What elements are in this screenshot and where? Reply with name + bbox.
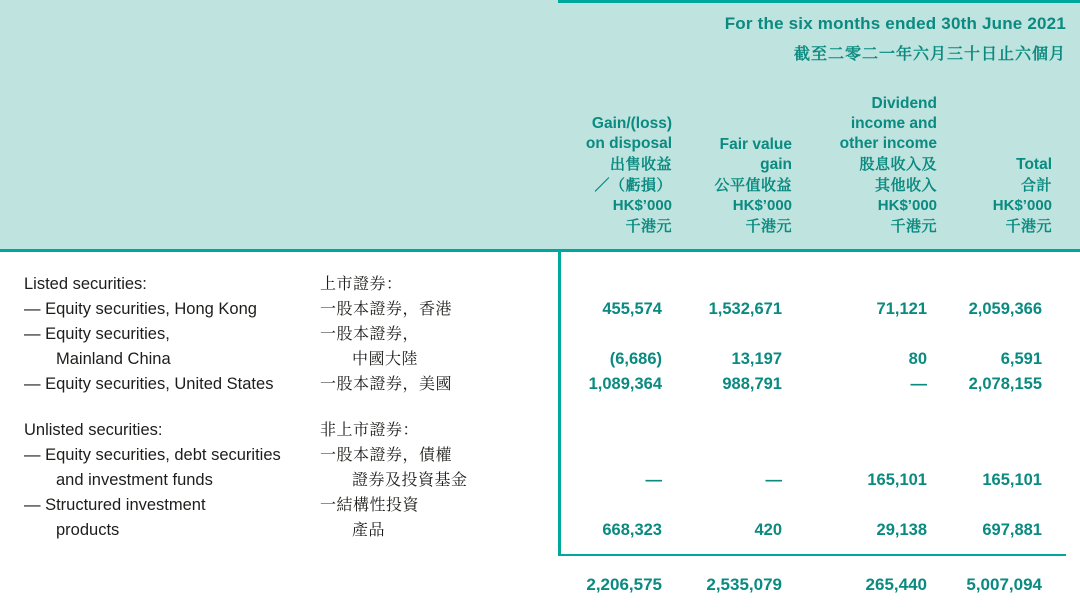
- table-row: [0, 297, 1080, 322]
- col3-unit-en: HK$’000: [877, 197, 937, 214]
- total-values: [534, 572, 1056, 597]
- row-value-1: 668,323: [602, 521, 662, 539]
- row-values: [534, 372, 1056, 397]
- col4-zh-line2: 合計: [1020, 177, 1052, 194]
- row-label-en: Unlisted securities:: [24, 421, 163, 439]
- total-value-3: 265,440: [865, 575, 927, 594]
- total-value-1: 2,206,575: [586, 575, 662, 594]
- header-left-fill: [0, 0, 558, 252]
- row-label-zh: 一結構性投資: [320, 497, 420, 514]
- row-label-en: and investment funds: [56, 471, 213, 489]
- period-title-english: For the six months ended 30th June 2021: [724, 14, 1066, 33]
- col4-en-line2: Total: [1016, 156, 1052, 173]
- row-label-zh: 上市證券：: [320, 276, 403, 293]
- table-row: [0, 468, 1080, 493]
- total-value-2: 2,535,079: [706, 575, 782, 594]
- row-label-en: Listed securities:: [24, 275, 147, 293]
- row-label-zh: 一股本證券，香港: [320, 301, 453, 318]
- col1-zh-line2: ／（虧損）: [594, 177, 672, 194]
- col3-zh-line2: 其他收入: [874, 177, 937, 194]
- column-header-total: [951, 88, 1066, 243]
- row-value-3: 71,121: [876, 300, 927, 318]
- col3-zh-line1: 股息收入及: [859, 156, 937, 173]
- header-top-rule: [558, 0, 1080, 3]
- col3-en-line3: other income: [839, 135, 937, 152]
- table-row: [0, 443, 1080, 468]
- row-value-2: —: [765, 471, 782, 489]
- table-row: [0, 418, 1080, 443]
- row-value-4: 697,881: [982, 521, 1042, 539]
- col4-unit-en: HK$’000: [992, 197, 1052, 214]
- row-label-en: Mainland China: [56, 350, 171, 368]
- col2-unit-zh: 千港元: [745, 218, 792, 235]
- row-label-en: — Structured investment: [24, 496, 206, 514]
- col3-en-line1: Dividend: [871, 95, 937, 112]
- col1-en-line1: Gain/(loss): [591, 115, 672, 132]
- period-title-chinese: 截至二零二一年六月三十日止六個月: [793, 46, 1066, 63]
- row-values: [534, 297, 1056, 322]
- row-value-1: —: [645, 471, 662, 489]
- row-values: [534, 347, 1056, 372]
- row-label-en: — Equity securities,: [24, 325, 170, 343]
- row-values: [534, 518, 1056, 543]
- total-value-4: 5,007,094: [966, 575, 1042, 594]
- row-label-zh: 一股本證券，債權: [320, 447, 453, 464]
- row-value-2: 420: [754, 521, 782, 539]
- row-value-3: 80: [908, 350, 927, 368]
- total-row: [0, 572, 1080, 597]
- row-label-en: — Equity securities, United States: [24, 375, 274, 393]
- table-row: [0, 347, 1080, 372]
- row-label-en: products: [56, 521, 120, 539]
- col1-en-line2: on disposal: [585, 135, 672, 152]
- total-separator-rule: [558, 554, 1066, 556]
- row-label-zh: 一股本證券，: [320, 326, 420, 343]
- row-label-en: — Equity securities, Hong Kong: [24, 300, 257, 318]
- row-label-zh: 非上市證券：: [320, 422, 420, 439]
- row-label-en: — Equity securities, debt securities: [24, 446, 281, 464]
- col2-unit-en: HK$’000: [732, 197, 792, 214]
- row-value-4: 2,059,366: [968, 300, 1042, 318]
- col3-en-line2: income and: [850, 115, 937, 132]
- column-header-gain-on-disposal: [558, 88, 686, 243]
- col2-en-line2: gain: [760, 156, 792, 173]
- row-value-2: 988,791: [722, 375, 782, 393]
- row-value-4: 165,101: [982, 471, 1042, 489]
- row-value-1: 1,089,364: [588, 375, 662, 393]
- col2-en-line1: Fair value: [719, 136, 792, 153]
- column-header-dividend-income: [806, 88, 951, 243]
- row-label-zh: 中國大陸: [352, 351, 419, 368]
- column-headers: [558, 88, 1066, 243]
- table-row: [0, 372, 1080, 397]
- table-body: [0, 252, 1080, 609]
- col3-unit-zh: 千港元: [890, 218, 937, 235]
- col1-unit-en: HK$’000: [612, 197, 672, 214]
- col2-zh-line2: 公平值收益: [714, 177, 792, 194]
- row-label-zh: 證券及投資基金: [352, 472, 468, 489]
- col1-zh-line1: 出售收益: [609, 156, 672, 173]
- row-label-zh: 一股本證券，美國: [320, 376, 453, 393]
- table-row: [0, 493, 1080, 518]
- col4-unit-zh: 千港元: [1005, 218, 1052, 235]
- table-row: [0, 272, 1080, 297]
- row-value-2: 13,197: [731, 350, 782, 368]
- row-value-1: 455,574: [602, 300, 662, 318]
- row-value-3: 29,138: [876, 521, 927, 539]
- row-label-zh: 產品: [352, 522, 386, 539]
- row-value-4: 6,591: [1000, 350, 1042, 368]
- col1-unit-zh: 千港元: [625, 218, 672, 235]
- row-value-3: —: [910, 375, 927, 393]
- row-value-2: 1,532,671: [708, 300, 782, 318]
- table-row: [0, 518, 1080, 543]
- table-header-band: [0, 0, 1080, 252]
- row-value-4: 2,078,155: [968, 375, 1042, 393]
- table-row: [0, 322, 1080, 347]
- row-value-1: (6,686): [609, 350, 662, 368]
- row-value-3: 165,101: [867, 471, 927, 489]
- row-values: [534, 468, 1056, 493]
- column-header-fair-value-gain: [686, 88, 806, 243]
